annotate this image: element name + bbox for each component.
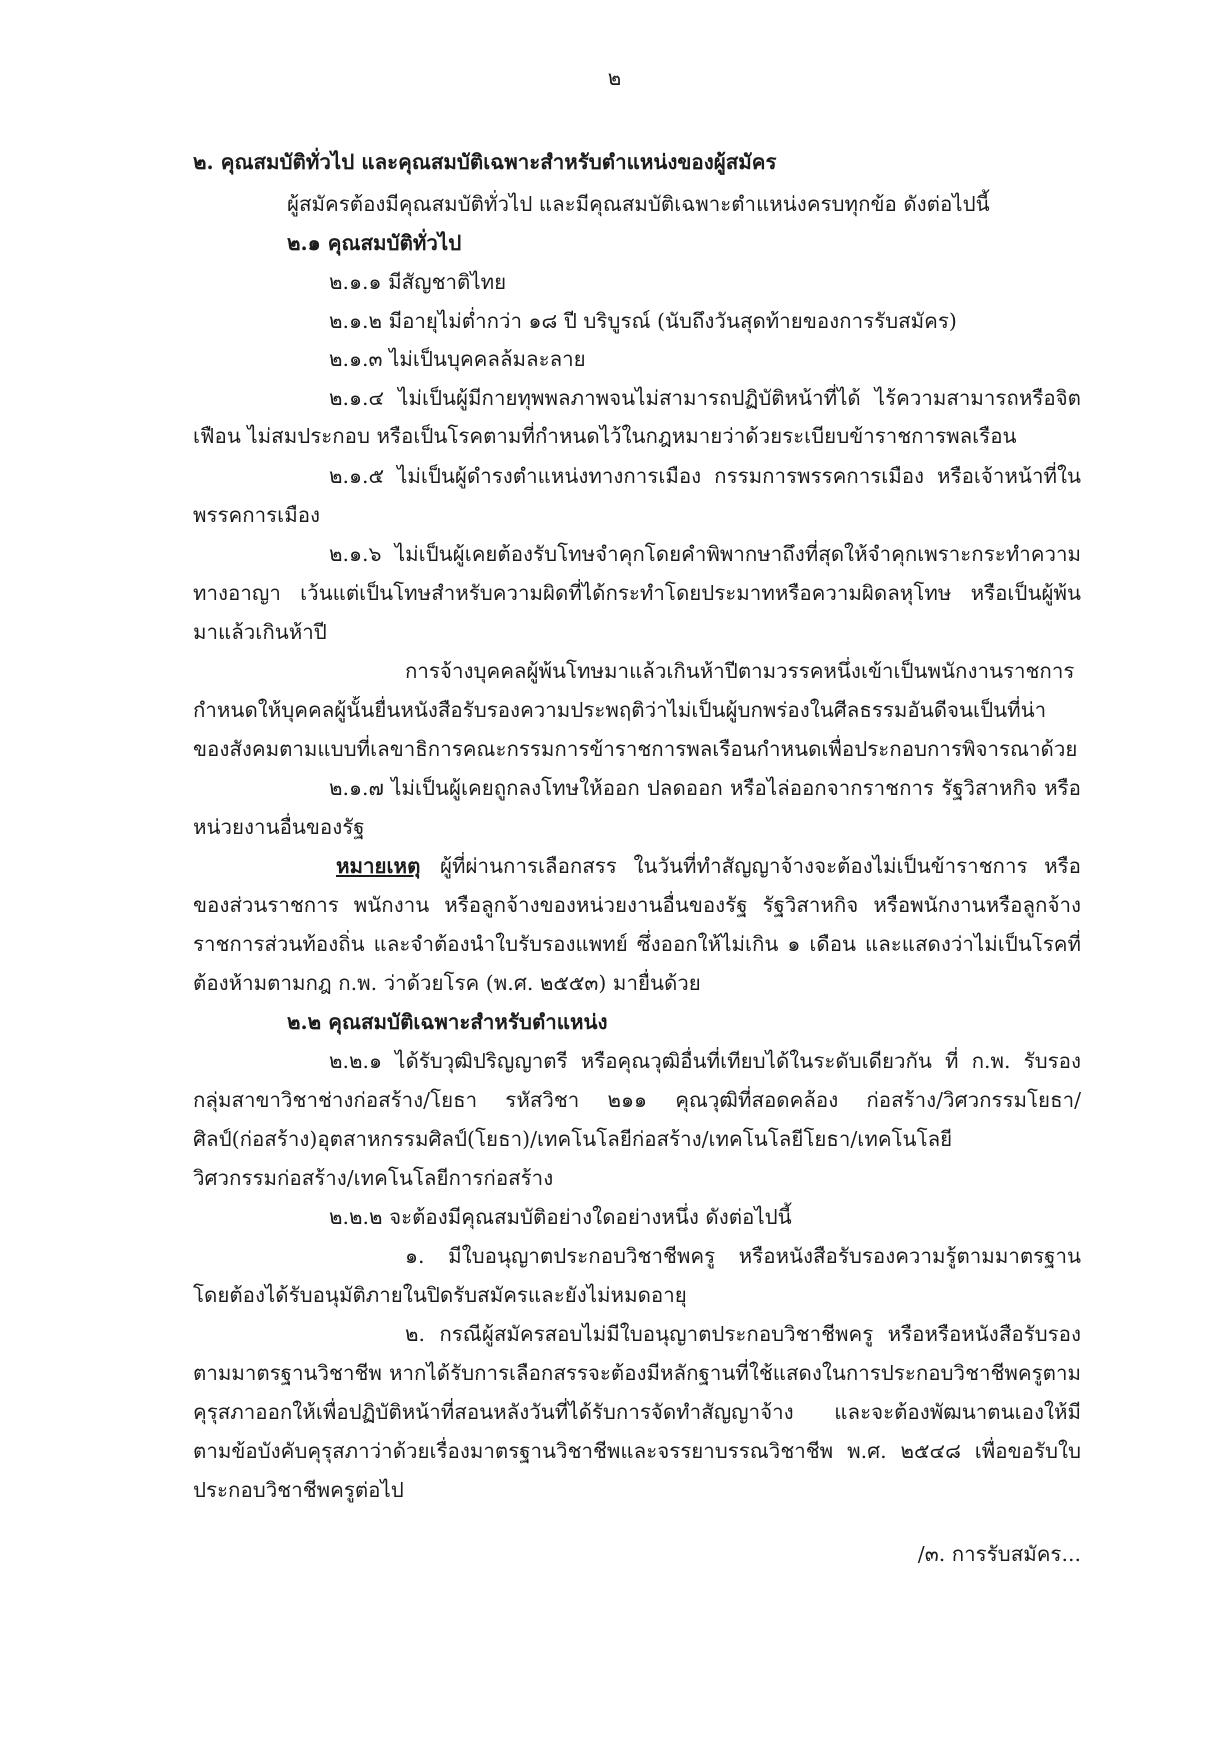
paragraph-line: ประกอบวิชาชีพครูต่อไป <box>193 1478 404 1502</box>
note-line: ราชการส่วนท้องถิ่น และจำต้องนำใบรับรองแพทย์ ซึ่งออกให้ไม่เกิน ๑ เดือน และแสดงว่าไม่เป็นโรคที่ <box>193 932 1081 956</box>
paragraph-line: ทางอาญา เว้นแต่เป็นโทษสำหรับความผิดที่ได้กระทำโดยประมาทหรือความผิดลหุโทษ หรือเป็นผู้พ้น <box>193 581 1081 605</box>
paragraph-line: วิศวกรรมก่อสร้าง/เทคโนโลยีการก่อสร้าง <box>193 1166 554 1190</box>
list-item: ๒.๑.๕ ไม่เป็นผู้ดำรงตำแหน่งทางการเมือง กรรมการพรรคการเมือง หรือเจ้าหน้าที่ใน <box>329 464 1081 488</box>
paragraph-line: การจ้างบุคคลผู้พ้นโทษมาแล้วเกินห้าปีตามวรรคหนึ่งเข้าเป็นพนักงานราชการ <box>405 659 1075 683</box>
list-item: ๒.๑.๗ ไม่เป็นผู้เคยถูกลงโทษให้ออก ปลดออก หรือไล่ออกจากราชการ รัฐวิสาหกิจ หรือ <box>329 776 1081 800</box>
list-item: ๒.๒.๑ ได้รับวุฒิปริญญาตรี หรือคุณวุฒิอื่นที่เทียบได้ในระดับเดียวกัน ที่ ก.พ. รับรอง <box>329 1049 1081 1073</box>
note-line: ของส่วนราชการ พนักงาน หรือลูกจ้างของหน่วยงานอื่นของรัฐ รัฐวิสาหกิจ หรือพนักงานหรือลูกจ้าง <box>193 893 1081 917</box>
list-item: ๒.๑.๒ มีอายุไม่ต่ำกว่า ๑๘ ปี บริบูรณ์ (นับถึงวันสุดท้ายของการรับสมัคร) <box>329 309 957 333</box>
continuation-note: /๓. การรับสมัคร... <box>917 1542 1081 1566</box>
paragraph-line: พรรคการเมือง <box>193 503 321 527</box>
paragraph-line: ศิลป์(ก่อสร้าง)อุตสาหกรรมศิลป์(โยธา)/เทคโนโลยีก่อสร้าง/เทคโนโลยีโยธา/เทคโนโลยี <box>193 1127 953 1151</box>
list-item: ๒.๑.๑ มีสัญชาติไทย <box>329 270 507 294</box>
note-line: ผู้ที่ผ่านการเลือกสรร ในวันที่ทำสัญญาจ้างจะต้องไม่เป็นข้าราชการ หรือ <box>440 854 1081 878</box>
paragraph-line: คุรุสภาออกให้เพื่อปฏิบัติหน้าที่สอนหลังวันที่ได้รับการจัดทำสัญญาจ้าง และจะต้องพัฒนาตนเองให้มี <box>193 1400 1081 1424</box>
list-item: ๒.๑.๓ ไม่เป็นบุคคลล้มละลาย <box>329 347 586 371</box>
paragraph-line: โดยต้องได้รับอนุมัติภายในปิดรับสมัครและยังไม่หมดอายุ <box>193 1283 687 1307</box>
list-item: ๒.๑.๖ ไม่เป็นผู้เคยต้องรับโทษจำคุกโดยคำพิพากษาถึงที่สุดให้จำคุกเพราะกระทำความ <box>329 542 1081 566</box>
list-item: ๑. มีใบอนุญาตประกอบวิชาชีพครู หรือหนังสือรับรองความรู้ตามมาตรฐาน <box>405 1244 1081 1268</box>
note-line: ต้องห้ามตามกฎ ก.พ. ว่าด้วยโรค (พ.ศ. ๒๕๕๓) มายื่นด้วย <box>193 971 701 995</box>
paragraph-line: ตามข้อบังคับคุรุสภาว่าด้วยเรื่องมาตรฐานวิชาชีพและจรรยาบรรณวิชาชีพ พ.ศ. ๒๕๔๘ เพื่อขอรับใบ <box>193 1439 1081 1463</box>
paragraph-line: ของสังคมตามแบบที่เลขาธิการคณะกรรมการข้าราชการพลเรือนกำหนดเพื่อประกอบการพิจารณาด้วย <box>193 737 1078 761</box>
section-2-1-heading: ๒.๑ คุณสมบัติทั่วไป <box>287 231 462 255</box>
list-item: ๒.๒.๒ จะต้องมีคุณสมบัติอย่างใดอย่างหนึ่ง ดังต่อไปนี้ <box>329 1205 792 1229</box>
paragraph-line: กำหนดให้บุคคลผู้นั้นยื่นหนังสือรับรองความประพฤติว่าไม่เป็นผู้บกพร่องในศีลธรรมอันดีจนเป็นที่น่า <box>193 698 1047 722</box>
paragraph-line: ตามมาตรฐานวิชาชีพ หากได้รับการเลือกสรรจะต้องมีหลักฐานที่ใช้แสดงในการประกอบวิชาชีพครูตาม <box>193 1361 1081 1385</box>
page-number: ๒ <box>607 66 622 90</box>
paragraph-line: เฟือน ไม่สมประกอบ หรือเป็นโรคตามที่กำหนดไว้ในกฎหมายว่าด้วยระเบียบข้าราชการพลเรือน <box>193 424 1017 448</box>
section-2-2-heading: ๒.๒ คุณสมบัติเฉพาะสำหรับตำแหน่ง <box>287 1010 608 1034</box>
list-item: ๒.๑.๔ ไม่เป็นผู้มีกายทุพพลภาพจนไม่สามารถปฏิบัติหน้าที่ได้ ไร้ความสามารถหรือจิต <box>329 386 1081 410</box>
note-label: หมายเหตุ <box>336 854 421 878</box>
paragraph-line: ผู้สมัครต้องมีคุณสมบัติทั่วไป และมีคุณสมบัติเฉพาะตำแหน่งครบทุกข้อ ดังต่อไปนี้ <box>287 192 990 216</box>
paragraph-line: มาแล้วเกินห้าปี <box>193 620 327 644</box>
section-2-heading: ๒. คุณสมบัติทั่วไป และคุณสมบัติเฉพาะสำหรับตำแหน่งของผู้สมัคร <box>193 150 777 174</box>
paragraph-line: หน่วยงานอื่นของรัฐ <box>193 815 365 839</box>
paragraph-line: กลุ่มสาขาวิชาช่างก่อสร้าง/โยธา รหัสวิชา ๒๑๑ คุณวุฒิที่สอดคล้อง ก่อสร้าง/วิศวกรรมโยธา/ <box>193 1088 1081 1112</box>
list-item: ๒. กรณีผู้สมัครสอบไม่มีใบอนุญาตประกอบวิชาชีพครู หรือหรือหนังสือรับรอง <box>405 1322 1081 1346</box>
